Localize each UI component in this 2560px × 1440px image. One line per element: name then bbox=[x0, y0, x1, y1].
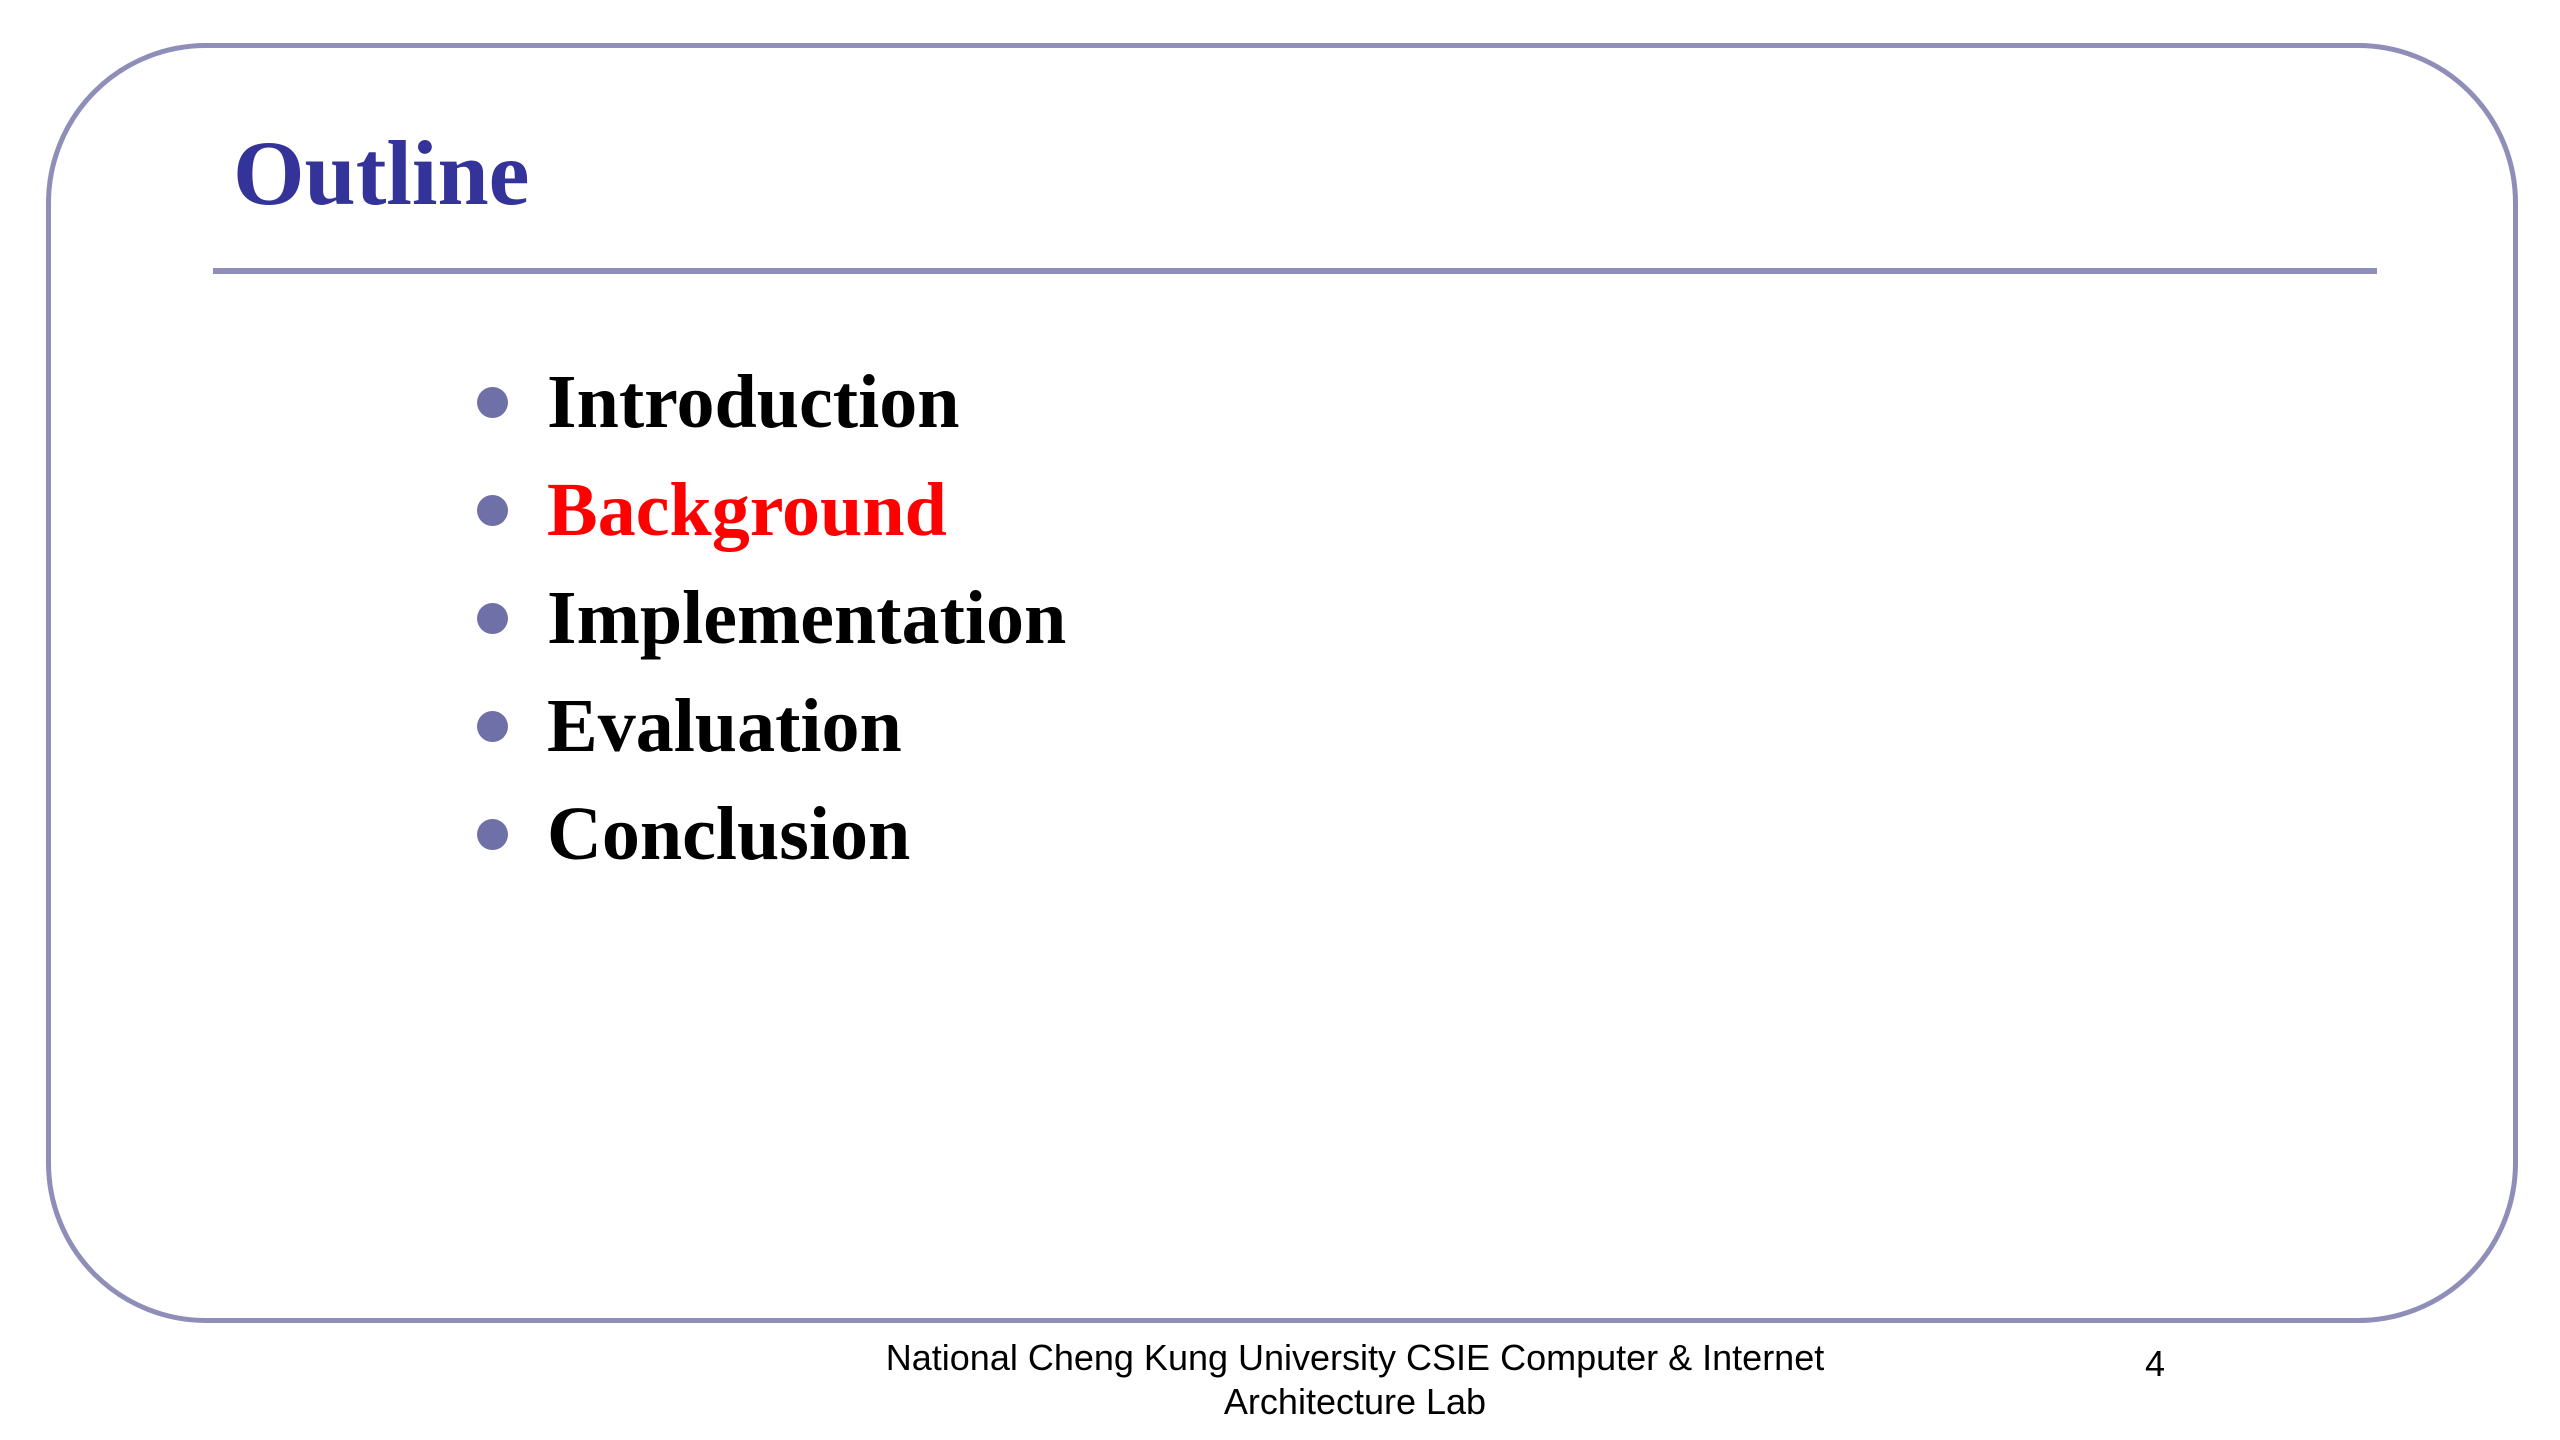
outline-list bbox=[470, 348, 1066, 888]
footer-line-2: Architecture Lab bbox=[1223, 1381, 1487, 1422]
title-divider bbox=[213, 268, 2377, 274]
footer-line-1: National Cheng Kung University CSIE Computer & Internet bbox=[885, 1337, 1825, 1378]
bullet-icon bbox=[477, 387, 508, 418]
bullet-icon bbox=[477, 603, 508, 634]
outline-item-label: Evaluation bbox=[547, 684, 902, 768]
outline-item-label: Conclusion bbox=[547, 792, 911, 876]
outline-item-implementation bbox=[470, 564, 1066, 672]
outline-item-conclusion bbox=[470, 780, 1066, 888]
bullet-icon bbox=[477, 495, 508, 526]
outline-item-label: Introduction bbox=[547, 360, 960, 444]
slide-title: Outline bbox=[233, 122, 530, 224]
page-number: 4 bbox=[2144, 1343, 2166, 1384]
outline-item-introduction bbox=[470, 348, 1066, 456]
slide-frame bbox=[46, 43, 2518, 1323]
outline-item-label: Implementation bbox=[547, 576, 1067, 660]
outline-item-evaluation bbox=[470, 672, 1066, 780]
slide-footer bbox=[850, 1336, 1860, 1424]
bullet-icon bbox=[477, 711, 508, 742]
bullet-icon bbox=[477, 819, 508, 850]
outline-item-background bbox=[470, 456, 1066, 564]
outline-item-label-current: Background bbox=[547, 468, 947, 552]
